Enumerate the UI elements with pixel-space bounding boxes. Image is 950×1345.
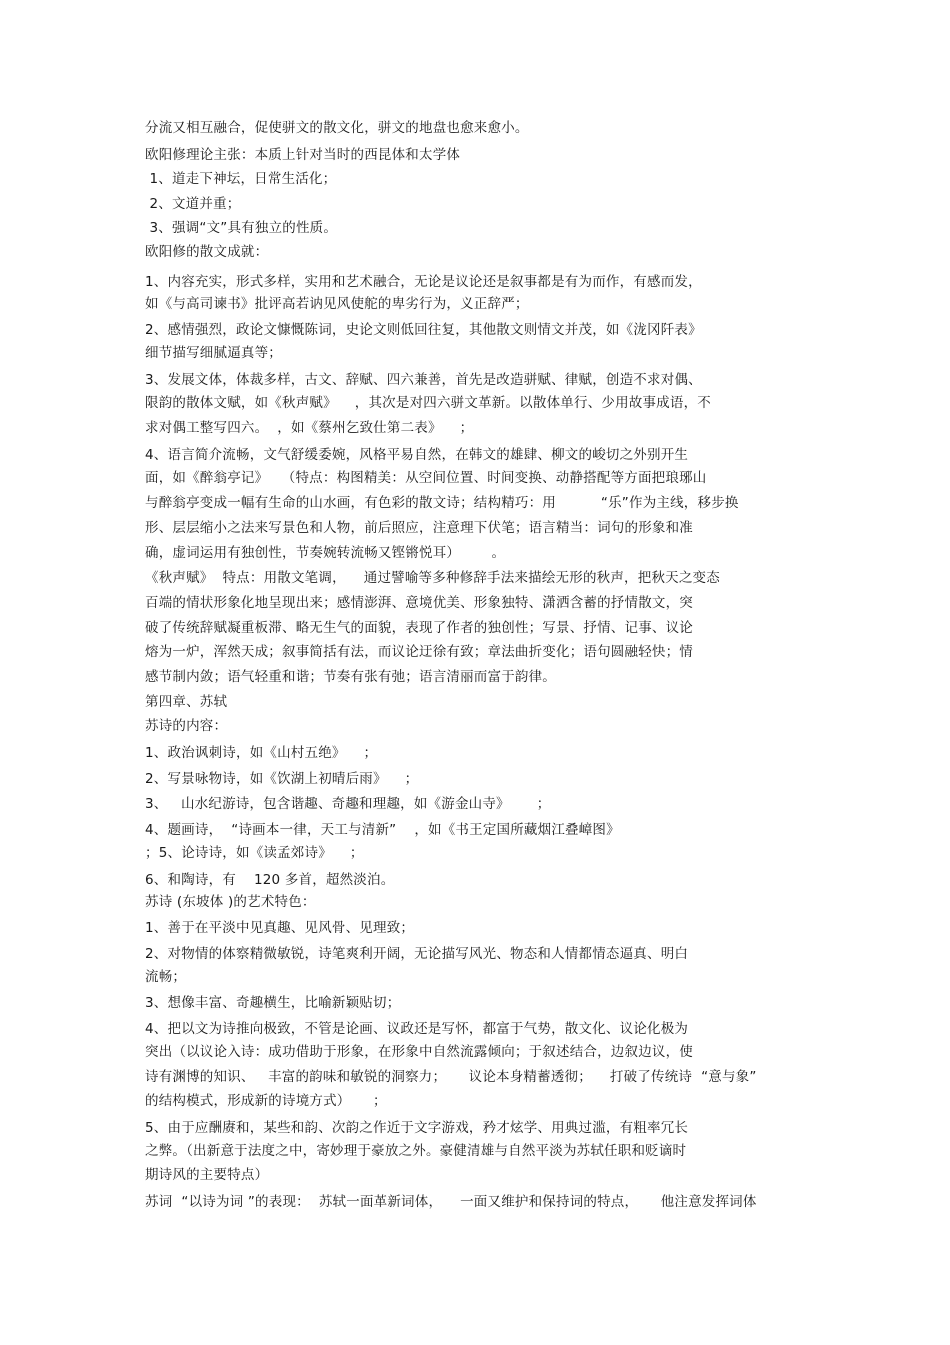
text-line: 4、把以文为诗推向极致，不管是论画、议政还是写怀，都富于气势，散文化、议论化极为 [145, 1021, 689, 1037]
text-line: 3、发展文体，体裁多样，古文、辞赋、四六兼善，首先是改造骈赋、律赋，创造不求对偶、 [145, 372, 702, 388]
text-line: 与醉翁亭变成一幅有生命的山水画，有色彩的散文诗；结构精巧：用 “乐”作为主线，移步换 [145, 495, 739, 511]
text-line: 2、文道并重； [145, 196, 241, 212]
text-line: 2、写景咏物诗，如《饮湖上初晴后雨》 ； [145, 771, 419, 787]
text-line: 1、内容充实，形式多样，实用和艺术融合，无论是议论还是叙事都是有为而作，有感而发， [145, 274, 702, 290]
text-line: 5、由于应酬赓和，某些和韵、次韵之作近于文字游戏，矜才炫学、用典过滥，有粗率冗长 [145, 1120, 689, 1136]
text-line: 期诗风的主要特点） [145, 1167, 269, 1183]
text-line: 面，如《醉翁亭记》 （特点：构图精美：从空间位置、时间变换、动静搭配等方面把琅琊山 [145, 470, 707, 486]
text-line: 3、 山水纪游诗，包含谐趣、奇趣和理趣，如《游金山寺》 ； [145, 796, 551, 812]
text-line: 限韵的散体文赋，如《秋声赋》 ，其次是对四六骈文革新。以散体单行、少用故事成语，不 [145, 395, 711, 411]
text-line: 百端的情状形象化地呈现出来；感情澎湃、意境优美、形象独特、潇洒含蓄的抒情散文，突 [145, 595, 693, 611]
text-line: 4、语言简介流畅，文气舒缓委婉，风格平易自然，在韩文的雄肆、柳文的峻切之外别开生 [145, 447, 689, 463]
text-line: 求对偶工整写四六。 ，如《蔡州乞致仕第二表》 ； [145, 420, 474, 436]
text-line: 感节制内敛；语气轻重和谐；节奏有张有弛；语言清丽而富于韵律。 [145, 669, 556, 685]
text-line: 6、和陶诗，有 120 多首，超然淡泊。 [145, 872, 395, 888]
text-line: 1、善于在平淡中见真趣、见风骨、见理致； [145, 920, 415, 936]
text-line: 4、题画诗， “诗画本一律，天工与清新” ，如《书王定国所藏烟江叠嶂图》 [145, 822, 620, 838]
text-line: 形、层层缩小之法来写景色和人物，前后照应，注意理下伏笔；语言精当：词句的形象和准 [145, 520, 693, 536]
text-line: 破了传统辞赋凝重板滞、略无生气的面貌，表现了作者的独创性；写景、抒情、记事、议论 [145, 620, 693, 636]
text-line: 《秋声赋》 特点：用散文笔调， 通过譬喻等多种修辞手法来描绘无形的秋声，把秋天之变态 [145, 570, 720, 586]
text-line: 3、想像丰富、奇趣横生，比喻新颖贴切； [145, 995, 401, 1011]
text-line: 1、政治讽刺诗，如《山村五绝》 ； [145, 745, 378, 761]
text-line: ；5、论诗诗，如《读孟郊诗》 ； [145, 845, 364, 861]
text-line: 细节描写细腻逼真等； [145, 345, 282, 361]
text-line: 苏词 “以诗为词 ”的表现： 苏轼一面革新词体， 一面又维护和保持词的特点， 他注意发挥词体 [145, 1194, 757, 1210]
text-line: 苏诗 (东坡体 )的艺术特色： [145, 894, 316, 910]
text-line: 之弊。（出新意于法度之中，寄妙理于豪放之外。豪健清雄与自然平淡为苏轼任职和贬谪时 [145, 1143, 687, 1159]
text-line: 苏诗的内容： [145, 718, 228, 734]
section-heading: 第四章、苏轼 [145, 694, 228, 710]
text-line: 2、对物情的体察精微敏锐，诗笔爽利开阔，无论描写风光、物态和人情都情态逼真、明白 [145, 946, 689, 962]
text-line: 3、强调“文”具有独立的性质。 [145, 220, 338, 236]
text-line: 如《与高司谏书》批评高若讷见风使舵的卑劣行为，义正辞严； [145, 296, 529, 312]
text-line: 熔为一炉，浑然天成；叙事简括有法，而议论迂徐有致；章法曲折变化；语句圆融轻快；情 [145, 644, 693, 660]
text-line: 突出（以议论入诗：成功借助于形象，在形象中自然流露倾向；于叙述结合，边叙边议，使 [145, 1044, 693, 1060]
text-line: 诗有渊博的知识、 丰富的韵味和敏锐的洞察力； 议论本身精蓄透彻； 打破了传统诗 “意与象” [145, 1069, 757, 1085]
text-line: 流畅； [145, 969, 187, 985]
text-line: 欧阳修理论主张：本质上针对当时的西昆体和太学体 [145, 147, 461, 163]
text-line: 欧阳修的散文成就： [145, 244, 269, 260]
text-line: 分流又相互融合，促使骈文的散文化，骈文的地盘也愈来愈小。 [145, 120, 529, 136]
text-line: 2、感情强烈，政论文慷慨陈词，史论文则低回往复，其他散文则情文并茂，如《泷冈阡表》 [145, 322, 702, 338]
text-line: 确，虚词运用有独创性，节奏婉转流畅又铿锵悦耳） 。 [145, 545, 506, 561]
text-line: 的结构模式，形成新的诗境方式） ； [145, 1093, 387, 1109]
text-line: 1、道走下神坛，日常生活化； [145, 171, 337, 187]
